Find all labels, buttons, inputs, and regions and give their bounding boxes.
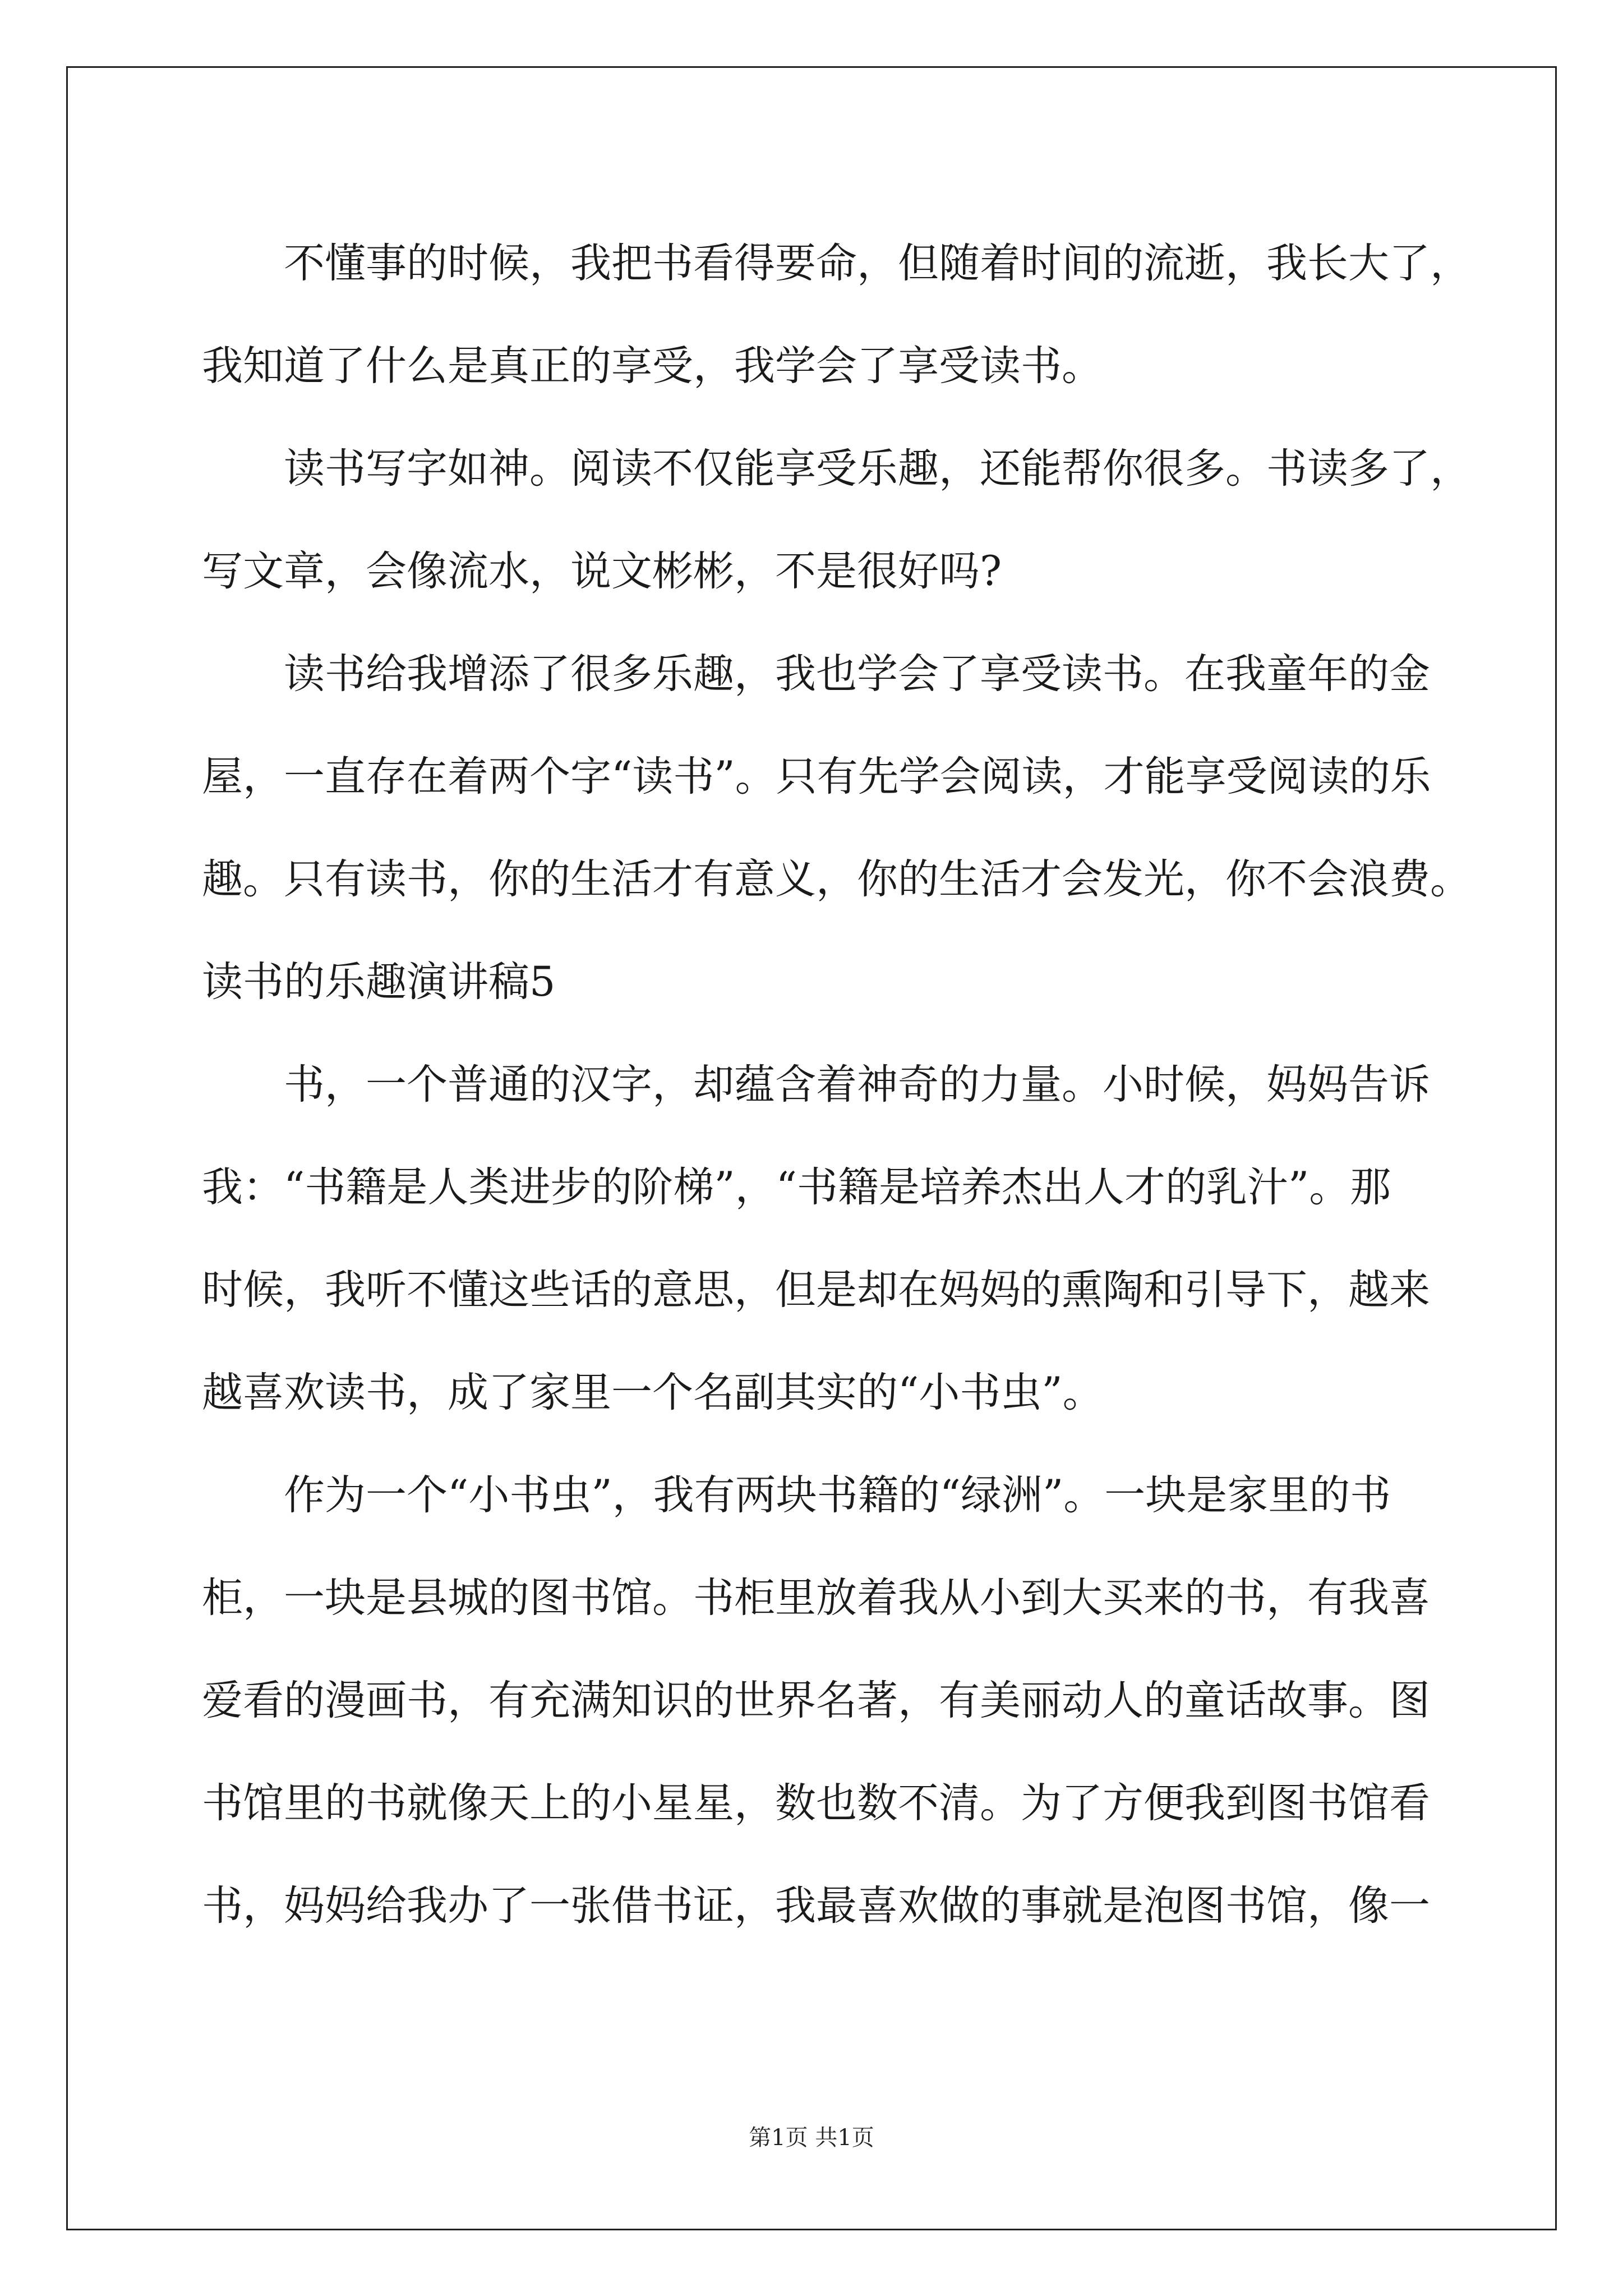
text-line: 读书给我增添了很多乐趣，我也学会了享受读书。在我童年的金 (284, 650, 1430, 698)
text-line: 我：“书籍是人类进步的阶梯”，“书籍是培养杰出人才的乳汁”。那 (202, 1163, 1391, 1211)
text-line: 我知道了什么是真正的享受，我学会了享受读书。 (202, 342, 1103, 390)
text-line: 写文章，会像流水，说文彬彬，不是很好吗? (202, 547, 1002, 595)
text-line: 作为一个“小书虫”，我有两块书籍的“绿洲”。一块是家里的书 (284, 1471, 1391, 1519)
text-line: 越喜欢读书，成了家里一个名副其实的“小书虫”。 (202, 1369, 1104, 1416)
text-line: 时候，我听不懂这些话的意思，但是却在妈妈的熏陶和引导下，越来 (202, 1266, 1430, 1314)
text-line: 读书写字如神。阅读不仅能享受乐趣，还能帮你很多。书读多了， (284, 445, 1471, 493)
page-number: 第1页 共1页 (749, 2125, 874, 2151)
text-line: 不懂事的时候，我把书看得要命，但随着时间的流逝，我长大了， (284, 240, 1471, 287)
text-line: 书馆里的书就像天上的小星星，数也数不清。为了方便我到图书馆看 (202, 1779, 1430, 1827)
text-line: 趣。只有读书，你的生活才有意义，你的生活才会发光，你不会浪费。 (202, 855, 1471, 903)
text-line: 爱看的漫画书，有充满知识的世界名著，有美丽动人的童话故事。图 (202, 1677, 1430, 1724)
text-line: 柜，一块是县城的图书馆。书柜里放着我从小到大买来的书，有我喜 (202, 1574, 1430, 1622)
text-line: 屋，一直存在着两个字“读书”。只有先学会阅读，才能享受阅读的乐 (202, 753, 1431, 800)
text-line: 书，妈妈给我办了一张借书证，我最喜欢做的事就是泡图书馆，像一 (202, 1882, 1430, 1930)
document-body (202, 212, 1471, 1957)
section-heading: 读书的乐趣演讲稿5 (202, 958, 556, 1006)
text-line: 书，一个普通的汉字，却蕴含着神奇的力量。小时候，妈妈告诉 (284, 1061, 1430, 1108)
